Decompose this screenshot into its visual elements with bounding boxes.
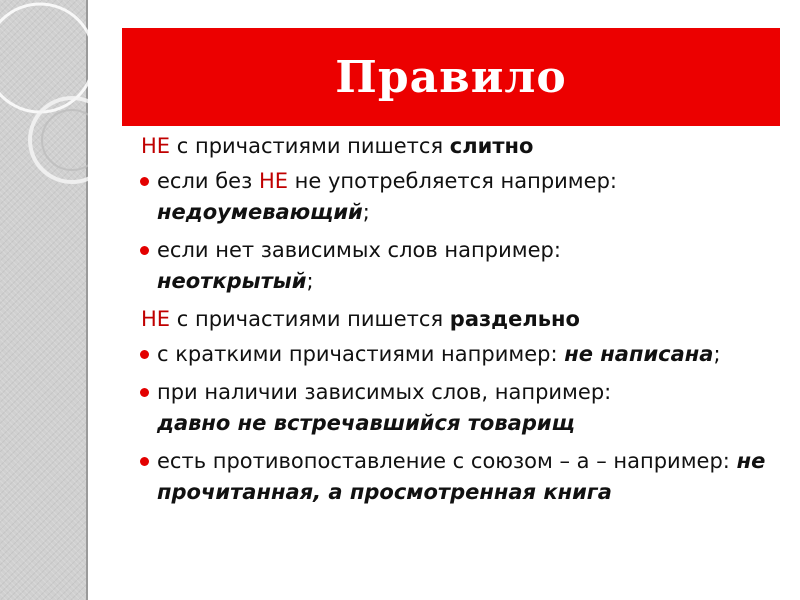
bullet-example: не прочитанная, а просмотренная книга <box>157 449 766 504</box>
bullet-icon <box>140 246 149 255</box>
bullet-icon <box>140 350 149 359</box>
ne-keyword: НЕ <box>141 307 171 331</box>
bullet-text-pre: если без <box>157 169 259 193</box>
bullet-example: давно не встречавшийся товарищ <box>157 411 575 435</box>
heading-emphasis: раздельно <box>449 307 580 331</box>
title-banner <box>122 28 780 126</box>
bullet-text: с краткими причастиями например: <box>157 342 565 366</box>
heading-text: с причастиями пишется <box>170 134 450 158</box>
bullet-example: неоткрытый <box>157 269 307 293</box>
bullet-example: недоумевающий <box>157 200 363 224</box>
rule-bullet <box>138 235 778 297</box>
bullet-text: при наличии зависимых слов, например: <box>157 380 612 404</box>
rule-heading-separate <box>141 304 778 335</box>
bullet-text: не употребляется например: <box>288 169 617 193</box>
ne-keyword: НЕ <box>141 134 171 158</box>
decorative-circle-large <box>0 4 88 112</box>
decorative-circles <box>0 0 88 230</box>
decorative-circle-inner <box>42 110 88 170</box>
bullet-tail: ; <box>306 269 314 293</box>
bullet-tail: ; <box>713 342 721 366</box>
rules-content <box>138 131 778 515</box>
rule-bullet <box>138 339 778 370</box>
bullet-text: если нет зависимых слов например: <box>157 238 561 262</box>
rule-bullet <box>138 446 778 508</box>
ne-keyword: НЕ <box>258 169 288 193</box>
bullet-tail: ; <box>362 200 370 224</box>
heading-text: с причастиями пишется <box>170 307 450 331</box>
rule-heading-together <box>141 131 778 162</box>
bullet-example: не написана <box>564 342 714 366</box>
decorative-side-panel <box>0 0 88 600</box>
bullet-icon <box>140 388 149 397</box>
bullet-icon <box>140 177 149 186</box>
slide-title: Правило <box>335 51 567 103</box>
heading-emphasis: слитно <box>449 134 534 158</box>
bullet-icon <box>140 457 149 466</box>
bullet-text: есть противопоставление с союзом – а – например: <box>157 449 737 473</box>
rule-bullet <box>138 377 778 439</box>
rule-bullet <box>138 166 778 228</box>
